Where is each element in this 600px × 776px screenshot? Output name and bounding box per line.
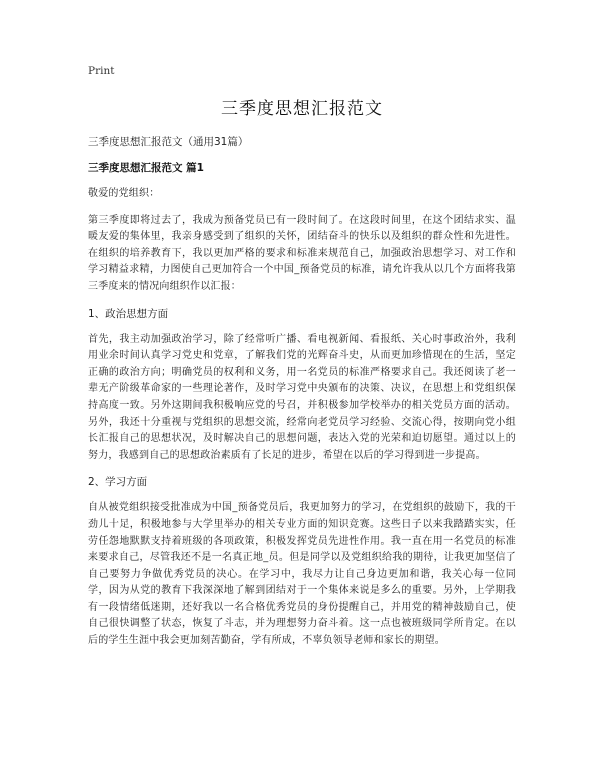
document-title: 三季度思想汇报范文 [221, 99, 383, 119]
heading-political-thought: 1、政治思想方面 [88, 307, 169, 320]
heading-study: 2、学习方面 [88, 476, 148, 489]
paragraph-political-thought: 首先，我主动加强政治学习，除了经常听广播、看电视新闻、看报纸、关心时事政治外，我利用业余时间认真学习党史和党章，了解我们党的光辉奋斗史，从而更加珍惜现在的生活，坚定正确的政治方向；明确党员的权利和义务，用一名党员的标准严格要求自己。我还阅读了老一辈无产阶级革命家的一些理论著作，及时学习党中央颁布的决策、决议，在思想上和党组织保持高度一致。另外这期间我积极响应党的号召，并积极参加学校举办的相关党员方面的活动。另外，我还十分重视与党组织的思想交流，经常向老党员学习经验、交流心得，按期向党小组长汇报自己的思想状况，及时解决自己的思想问题，表达入党的光荣和迫切愿望。通过以上的努力，我感到自己的思想政治素质有了长足的进步，希望在以后的学习得到进一步提高。 [88, 333, 516, 461]
article-heading: 三季度思想汇报范文 篇1 [88, 162, 204, 174]
document-page [88, 64, 516, 658]
print-label[interactable]: Print [88, 65, 115, 77]
document-subtitle: 三季度思想汇报范文（通用31篇） [88, 136, 249, 148]
greeting: 敬爱的党组织： [88, 188, 160, 199]
paragraph-intro: 第三季度即将过去了，我成为预备党员已有一段时间了。在这段时间里，在这个团结求实、温暖友爱的集体里，我亲身感受到了组织的关怀，团结奋斗的快乐以及组织的群众性和先进性。在组织的培养教育下，我以更加严格的要求和标准来规范自己，加强政治思想学习、对工作和学习精益求精，力图使自己更加符合一个中国_预备党员的标准，请允许我从以几个方面将我第三季度来的情况向组织作以汇报： [88, 214, 516, 292]
paragraph-study: 自从被党组织接受批准成为中国_预备党员后，我更加努力的学习，在党组织的鼓励下，我的干劲儿十足，积极地参与大学里举办的相关专业方面的知识竞赛。这些日子以来我踏踏实实，任劳任怨地默默支持着班级的各项政策，积极发挥党员先进性作用。我一直在用一名党员的标准来要求自己，尽管我还不是一名真正地_员。但是同学以及党组织给我的期待，让我更加坚信了自己要努力争做优秀党员的决心。在学习中，我尽力让自己身边更加和谐，我关心每一位同学，因为从党的教育下我深深地了解到团结对于一个集体来说是多么的重要。另外，上学期我有一段情绪低迷期，还好我以一名合格优秀党员的身份提醒自己，并用党的精神鼓励自己，使自己很快调整了状态，恢复了斗志，并为理想努力奋斗着。这一点也被班级同学所肯定。在以后的学生生涯中我会更加刻苦勤奋，学有所成，不辜负领导老师和家长的期望。 [88, 502, 516, 647]
